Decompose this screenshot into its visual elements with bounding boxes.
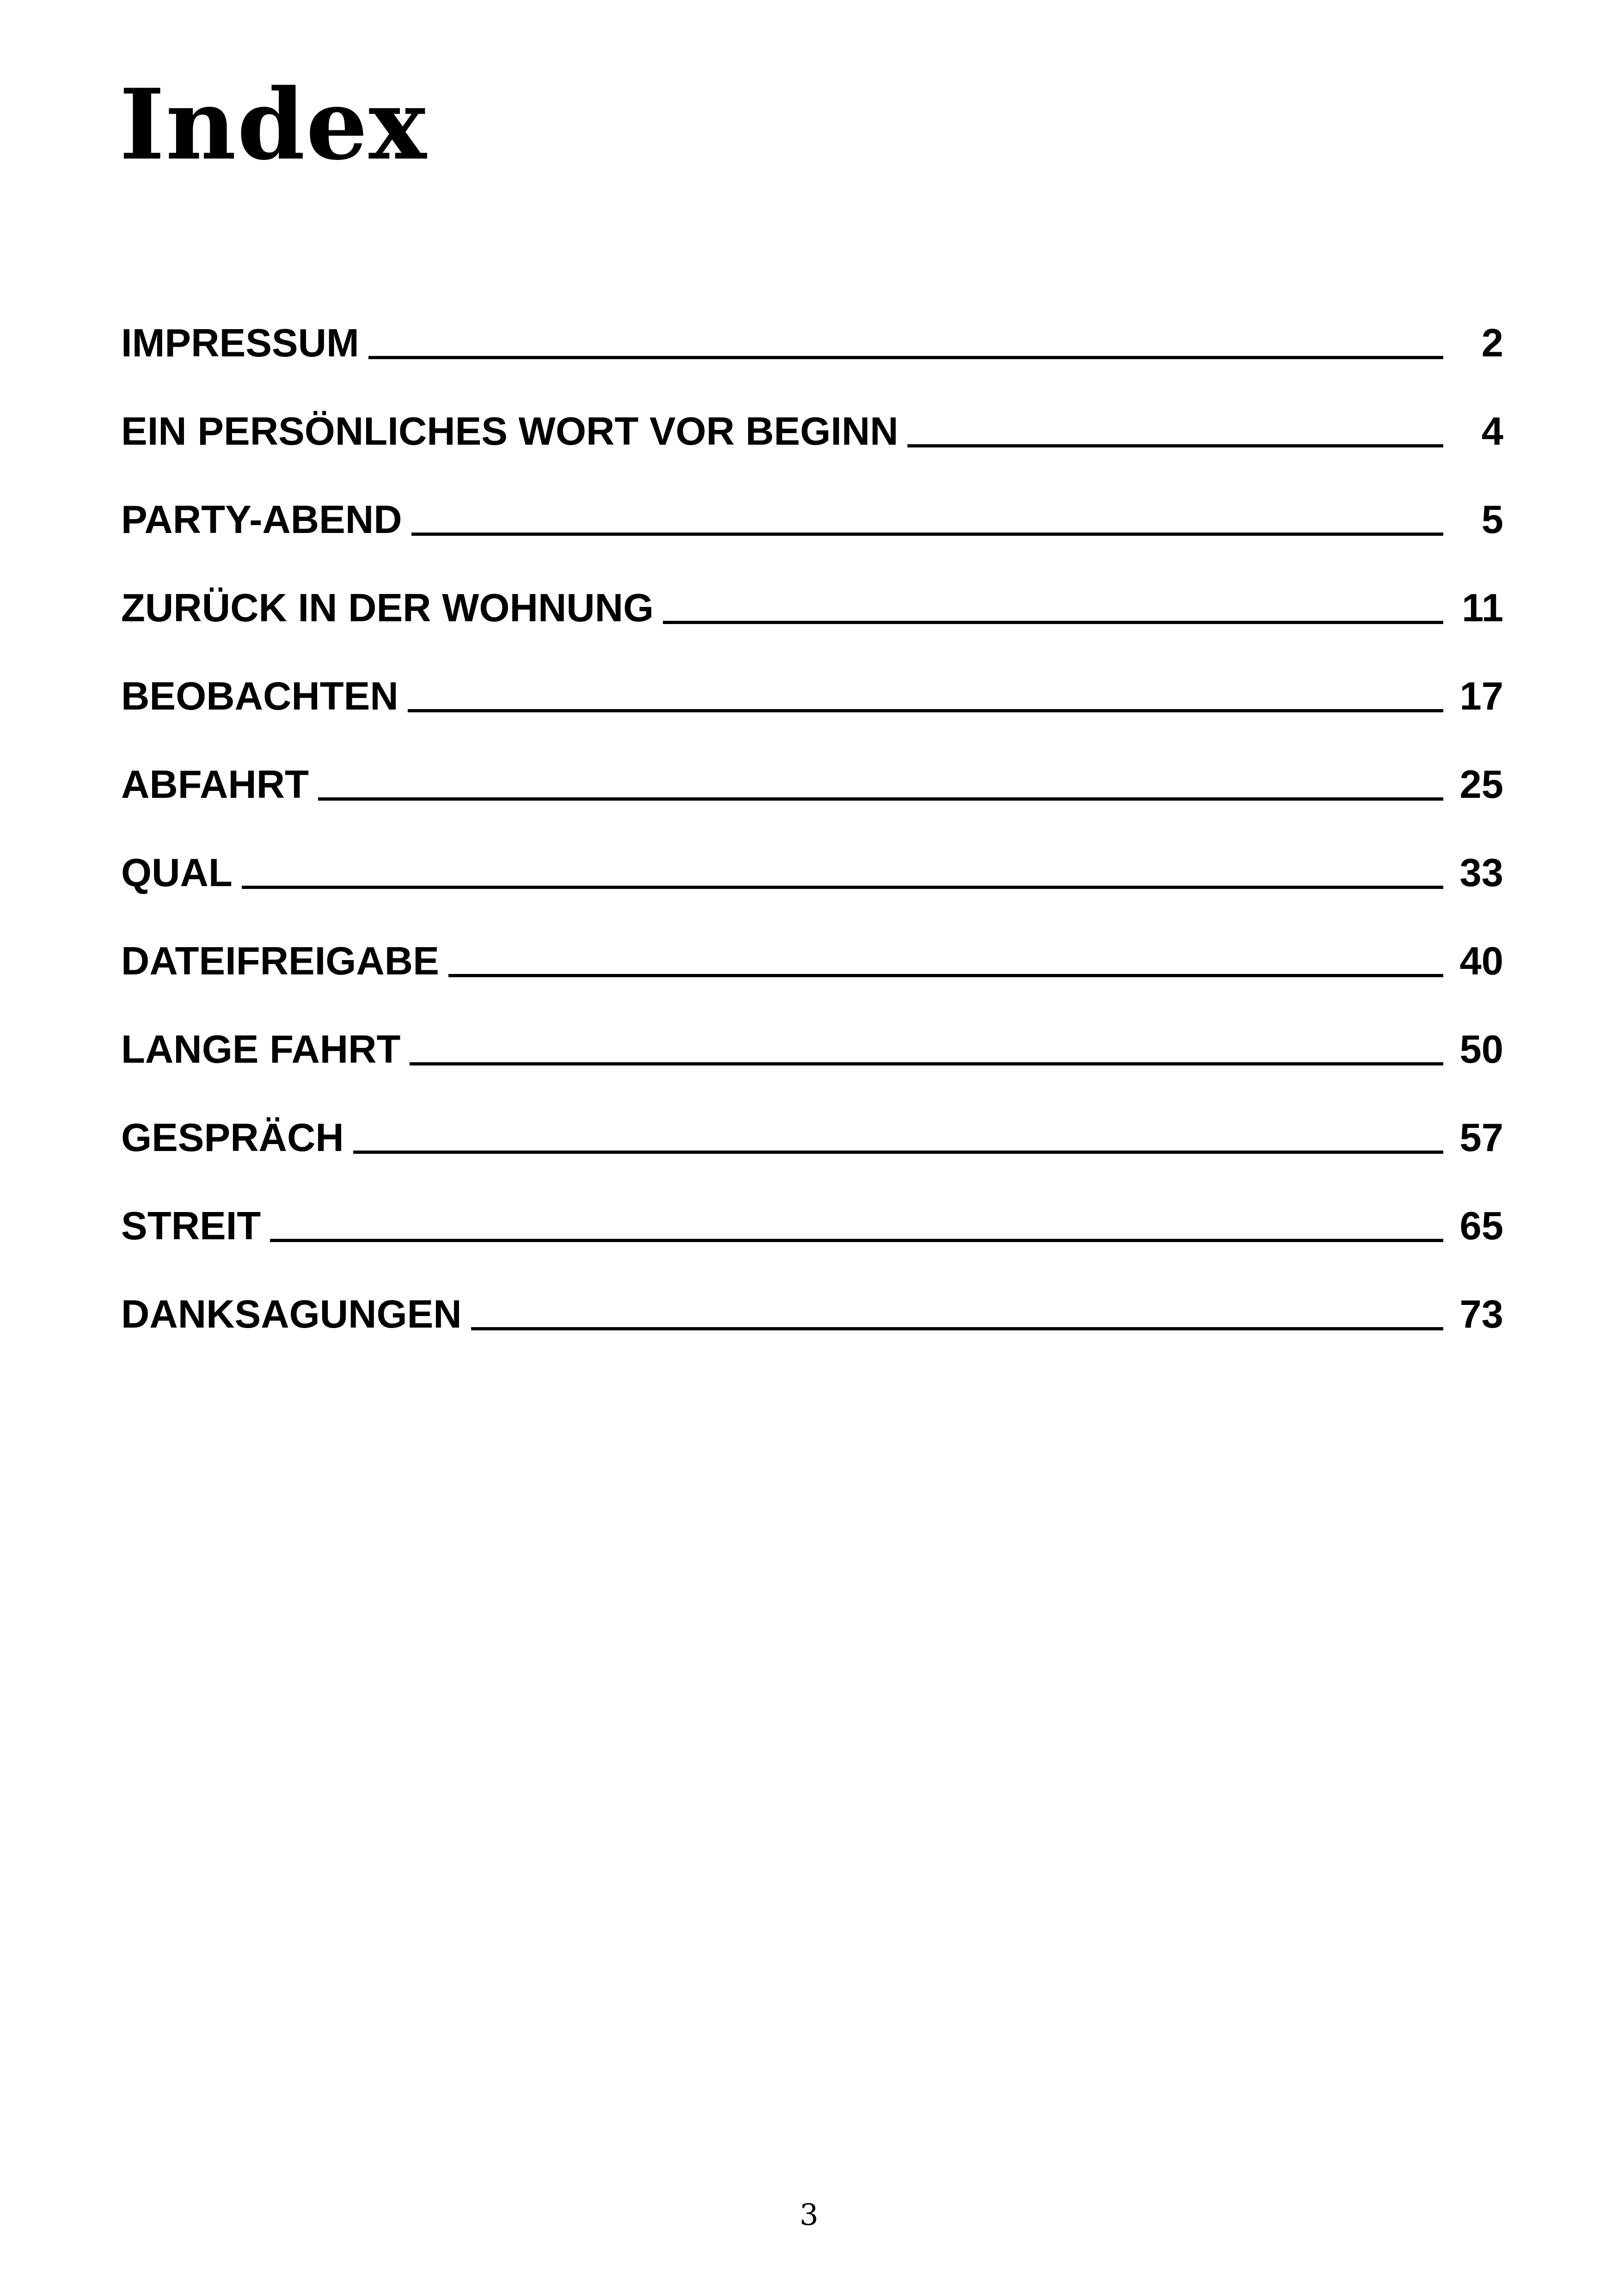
toc-entry-label: PARTY-ABEND (121, 498, 402, 542)
toc-leader-line (318, 797, 1443, 801)
toc-entry[interactable] (121, 853, 1503, 942)
toc-leader-line (270, 1239, 1443, 1242)
toc-entry-page-number: 50 (1459, 1028, 1503, 1071)
toc-leader-line (448, 974, 1443, 977)
toc-entry-page-number: 11 (1462, 586, 1503, 630)
toc-entry-label: STREIT (121, 1204, 261, 1248)
toc-entry[interactable] (121, 1118, 1503, 1206)
toc-leader-line (663, 621, 1443, 624)
toc-entry-page-number: 25 (1459, 763, 1503, 807)
toc-leader-line (353, 1151, 1443, 1154)
page-number-footer: 3 (799, 2198, 819, 2232)
toc-entry-page-number: 57 (1459, 1116, 1503, 1160)
toc-entry[interactable] (121, 674, 1503, 765)
toc-leader-line (410, 1062, 1443, 1065)
toc-entry-label: GESPRÄCH (121, 1116, 344, 1160)
toc-leader-line (907, 444, 1443, 447)
toc-entry-page-number: 4 (1481, 410, 1503, 453)
toc-entry[interactable] (121, 412, 1503, 500)
toc-entry-page-number: 2 (1481, 321, 1503, 365)
page-title: Index (119, 67, 428, 182)
toc-entry[interactable] (121, 765, 1503, 853)
toc-entry-label: BEOBACHTEN (121, 674, 398, 718)
toc-entry[interactable] (121, 1206, 1503, 1295)
toc-entry[interactable] (121, 588, 1503, 677)
toc-entry-page-number: 17 (1459, 674, 1503, 718)
toc-entry[interactable] (121, 321, 1503, 412)
toc-entry-page-number: 5 (1481, 498, 1503, 542)
toc-entry-page-number: 73 (1459, 1292, 1503, 1336)
toc-entry[interactable] (121, 1030, 1503, 1118)
toc-entry-label: QUAL (121, 851, 233, 895)
toc-entry-label: ABFAHRT (121, 763, 309, 807)
toc-entry-label: LANGE FAHRT (121, 1028, 401, 1071)
toc-entry-page-number: 65 (1459, 1204, 1503, 1248)
toc-leader-line (471, 1327, 1443, 1330)
toc-entry-label: DANKSAGUNGEN (121, 1292, 462, 1336)
toc-entry-page-number: 40 (1459, 939, 1503, 983)
table-of-contents (121, 321, 1503, 1383)
toc-entry-label: IMPRESSUM (121, 321, 359, 365)
toc-entry-label: EIN PERSÖNLICHES WORT VOR BEGINN (121, 410, 899, 453)
toc-leader-line (242, 886, 1443, 889)
toc-entry-label: ZURÜCK IN DER WOHNUNG (121, 586, 654, 630)
toc-entry[interactable] (121, 1292, 1503, 1383)
toc-entry-page-number: 33 (1459, 851, 1503, 895)
toc-entry[interactable] (121, 500, 1503, 588)
toc-leader-line (411, 533, 1443, 536)
toc-entry[interactable] (121, 939, 1503, 1030)
toc-leader-line (368, 356, 1443, 359)
toc-entry-label: DATEIFREIGABE (121, 939, 439, 983)
toc-leader-line (408, 709, 1443, 712)
